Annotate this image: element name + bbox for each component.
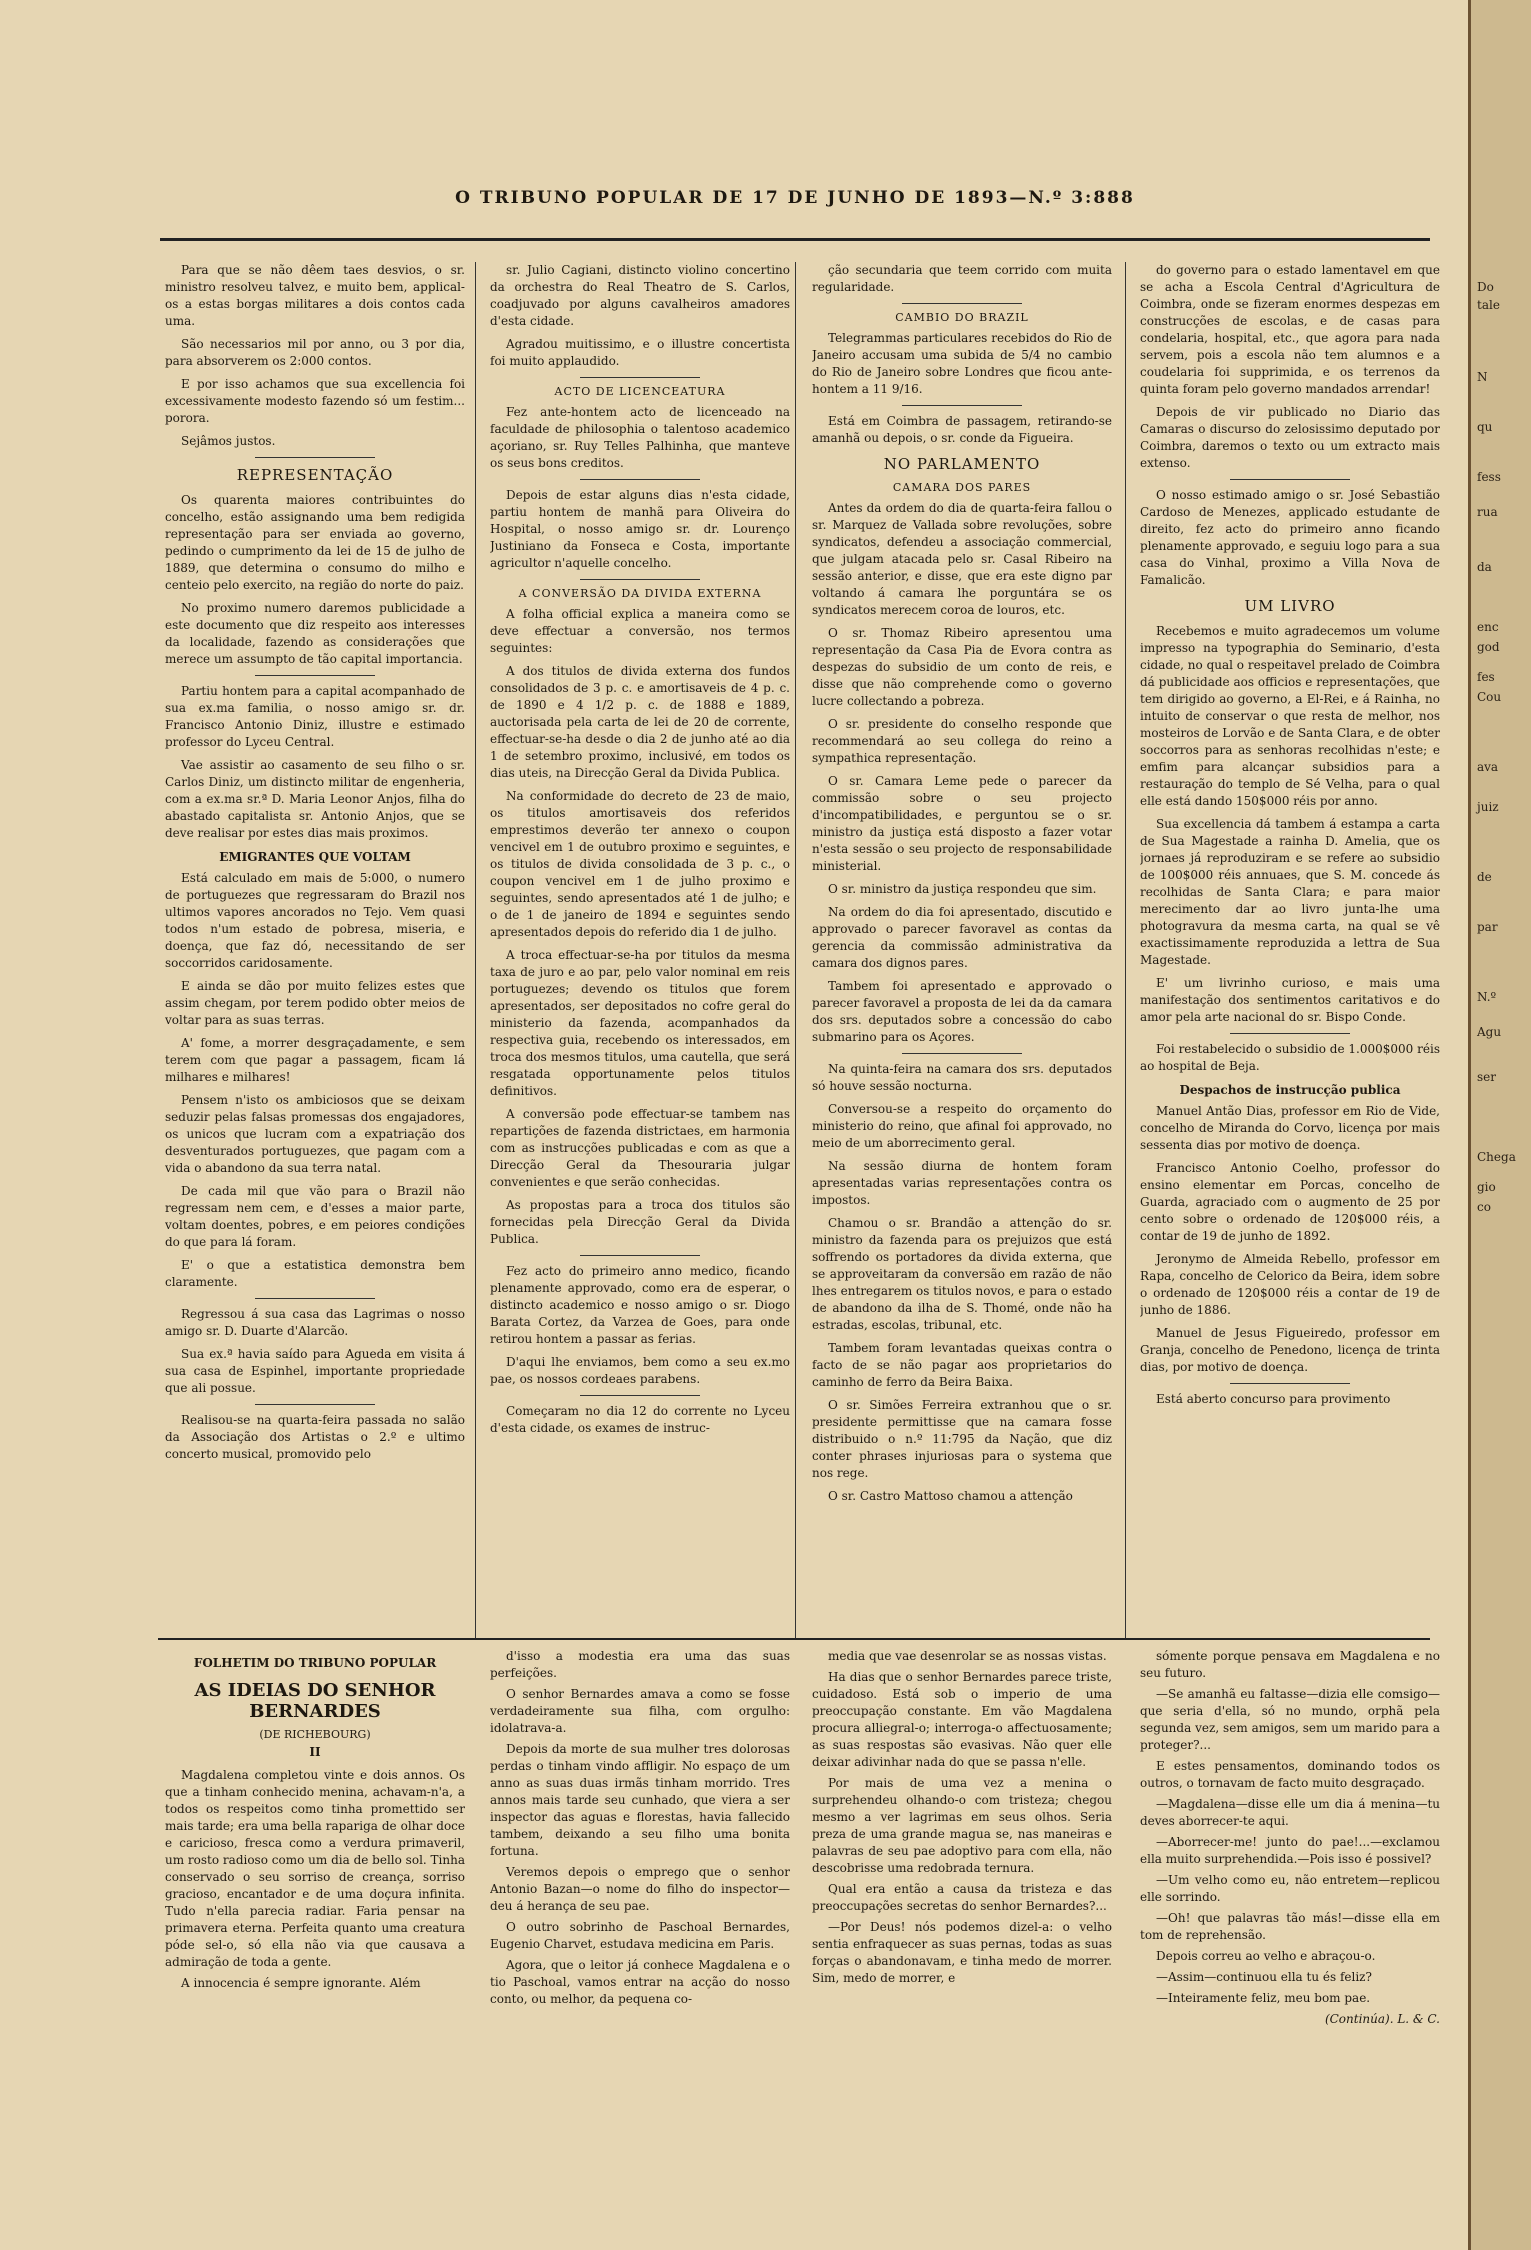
paragraph: O sr. Castro Mattoso chamou a attenção	[828, 1489, 1073, 1503]
edge-fragment: ava	[1477, 760, 1499, 774]
folhetim-chapter: II	[309, 1745, 321, 1759]
folhetim-column-1	[165, 1648, 465, 2068]
folhetim-author: (DE RICHEBOURG)	[259, 1728, 371, 1741]
heading-despachos: Despachos de instrucção publica	[1179, 1083, 1401, 1097]
paragraph: Manuel Antão Dias, professor em Rio de Vide, concelho de Miranda do Corvo, licença por mais sessenta dias por motivo de doença.	[1140, 1104, 1440, 1152]
paragraph: No proximo numero daremos publicidade a este documento que diz respeito aos interesses da localidade, fazendo as considerações que merece um assumpto de tão capital importancia.	[165, 601, 465, 666]
paragraph: Veremos depois o emprego que o senhor Antonio Bazan—o nome do filho do inspector—deu á herança de seu pae.	[490, 1865, 790, 1913]
folhetim-column-3	[812, 1648, 1112, 2068]
paragraph: —Magdalena—disse elle um dia á menina—tu deves aborrecer-te aqui.	[1140, 1797, 1440, 1828]
paragraph: Os quarenta maiores contribuintes do concelho, estão assignando uma bem redigida representação para ser enviada ao governo, pedindo o cumprimento da lei de 15 de julho de 1889, que determina o consumo do milho e centeio pelo exercito, na região do norte do paiz.	[165, 493, 465, 592]
edge-fragment: fess	[1477, 470, 1501, 484]
paragraph: O sr. Simões Ferreira extranhou que o sr. presidente permittisse que na camara fosse distribuido o n.º 11:795 da Nação, que diz conter phrases injuriosas para o systema que nos rege.	[812, 1398, 1112, 1480]
paragraph: D'aqui lhe enviamos, bem como a seu ex.mo pae, os nossos cordeaes parabens.	[490, 1355, 790, 1386]
paragraph: Começaram no dia 12 do corrente no Lyceu d'esta cidade, os exames de instruc-	[490, 1404, 790, 1435]
edge-fragment: tale	[1477, 298, 1500, 312]
paragraph: Depois de vir publicado no Diario das Camaras o discurso do zelosissimo deputado por Coimbra, daremos o texto ou um extracto mais extenso.	[1140, 405, 1440, 470]
paragraph: d'isso a modestia era uma das suas perfeições.	[490, 1649, 790, 1680]
column-rule	[1125, 262, 1126, 1638]
paragraph: A conversão pode effectuar-se tambem nas repartições de fazenda districtaes, em harmonia com as instrucções publicadas e com as que a Direcção Geral da Thesouraria julgar convenientes e que serão conhecidas.	[490, 1107, 790, 1189]
paragraph: Magdalena completou vinte e dois annos. Os que a tinham conhecido menina, achavam-n'a, a todos os respeitos como tinha promettido ser mais tarde; era uma bella rapariga de olhar doce e caricioso, fresca como a verdura primaveril, um rosto radioso como um dia de bello sol. Tinha conservado o seu sorriso de creança, sorriso gracioso, encantador e de uma doçura infinita. Tudo n'ella parecia radiar. Faria pensar na primavera eterna. Perfeita quanto uma creatura póde sel-o, só ella não via que causava a admiração de toda a gente.	[165, 1768, 465, 1969]
paragraph: O outro sobrinho de Paschoal Bernardes, Eugenio Charvet, estudava medicina em Paris.	[490, 1920, 790, 1951]
edge-fragment: rua	[1477, 505, 1498, 519]
paragraph: Partiu hontem para a capital acompanhado de sua ex.ma familia, o nosso amigo sr. dr. Francisco Antonio Diniz, illustre e estimado professor do Lyceu Central.	[165, 684, 465, 749]
edge-fragment: co	[1477, 1200, 1491, 1214]
paragraph: —Aborrecer-me! junto do pae!...—exclamou ella muito surprehendida.—Pois isso é possivel?	[1140, 1835, 1440, 1866]
paragraph: do governo para o estado lamentavel em que se acha a Escola Central d'Agricultura de Coimbra, onde se fizeram enormes despezas em construcções de escolas, e de casas para condelaria, hospital, etc., que agora para nada servem, pois a escola não tem alumnos e a coudelaria foi supprimida, e os terrenos da quinta foram pelo governo mandados arrendar!	[1140, 263, 1440, 396]
divider	[255, 1404, 375, 1405]
paragraph: —Um velho como eu, não entretem—replicou elle sorrindo.	[1140, 1873, 1440, 1904]
paragraph: E' um livrinho curioso, e mais uma manifestação dos sentimentos caritativos e do amor pela arte nacional do sr. Bispo Conde.	[1140, 976, 1440, 1024]
paragraph: media que vae desenrolar se as nossas vistas.	[828, 1649, 1107, 1663]
paragraph: Fez acto do primeiro anno medico, ficando plenamente approvado, como era de esperar, o distincto academico e nosso amigo o sr. Diogo Barata Cortez, da Varzea de Goes, para onde retirou hontem a passar as ferias.	[490, 1264, 790, 1346]
heading-um-livro: UM LIVRO	[1244, 597, 1336, 615]
divider	[580, 377, 700, 378]
folhetim-rule	[158, 1638, 1430, 1640]
paragraph: E por isso achamos que sua excellencia foi excessivamente modesto fazendo só um festim... porora.	[165, 377, 465, 425]
paragraph: —Assim—continuou ella tu és feliz?	[1156, 1970, 1372, 1984]
paragraph: A troca effectuar-se-ha por titulos da mesma taxa de juro e ao par, pelo valor nominal em reis portuguezes; devendo os titulos que forem apresentados, ser depositados no cofre geral do ministerio da fazenda, acompanhados da respectiva guia, recebendo os interessados, em troca dos mesmos titulos, uma cautella, que será resgatada opportunamente pelos titulos definitivos.	[490, 948, 790, 1098]
folhetim-heading: FOLHETIM DO TRIBUNO POPULAR	[193, 1656, 437, 1670]
heading-emigrantes: EMIGRANTES QUE VOLTAM	[219, 850, 411, 864]
divider	[580, 1395, 700, 1396]
divider	[255, 675, 375, 676]
edge-fragment: qu	[1477, 420, 1493, 434]
paragraph: —Por Deus! nós podemos dizel-a: o velho sentia enfraquecer as suas pernas, todas as suas forças o abandonavam, e tinha medo de morrer. Sim, medo de morrer, e	[812, 1920, 1112, 1985]
divider	[580, 579, 700, 580]
paragraph: Sua excellencia dá tambem á estampa a carta de Sua Magestade a rainha D. Amelia, que os jornaes já reproduziram e se refere ao subsidio de 100$000 réis annuaes, que S. M. concede ás recolhidas de Santa Clara; e para maior merecimento dar ao livro junta-lhe uma photogravura da mesma carta, na qual se vê exactissimamente reproduzida a lettra de Sua Magestade.	[1140, 817, 1440, 967]
edge-fragment: N.º	[1477, 990, 1497, 1004]
edge-fragment: ser	[1477, 1070, 1496, 1084]
divider	[255, 1298, 375, 1299]
divider	[580, 1255, 700, 1256]
paragraph: O senhor Bernardes amava a como se fosse verdadeiramente sua filha, com orgulho: idolatrava-a.	[490, 1687, 790, 1735]
paragraph: Fez ante-hontem acto de licenceado na faculdade de philosophia o talentoso academico açoriano, sr. Ruy Telles Palhinha, que manteve os seus bons creditos.	[490, 405, 790, 470]
column-rule	[475, 262, 476, 1638]
divider	[902, 303, 1022, 304]
paragraph: Vae assistir ao casamento de seu filho o sr. Carlos Diniz, um distincto militar de engenheria, com a ex.ma sr.ª D. Maria Leonor Anjos, filha do abastado capitalista sr. Antonio Anjos, que se deve realisar por estes dias mais proximos.	[165, 758, 465, 840]
folhetim-title: AS IDEIAS DO SENHOR BERNARDES	[194, 1680, 436, 1722]
column-1	[165, 262, 465, 1630]
edge-fragment: Do	[1477, 280, 1494, 294]
paragraph: O sr. ministro da justiça respondeu que sim.	[828, 882, 1097, 896]
paragraph: Tambem foi apresentado e approvado o parecer favoravel a proposta de lei da da camara dos srs. deputados sobre a concessão do cabo submarino para os Açores.	[812, 979, 1112, 1044]
paragraph: A dos titulos de divida externa dos fundos consolidados de 3 p. c. e amortisaveis de 4 p. c. de 1890 e 4 1/2 p. c. de 1888 e 1889, auctorisada pela carta de lei de 20 de corrente, effectuar-se-ha desde o dia 2 de junho até ao dia 1 de setembro proximo, inclusivé, em todos os dias uteis, na Direcção Geral da Divida Publica.	[490, 664, 790, 780]
folhetim-signature: (Continúa). L. & C.	[1324, 2012, 1440, 2026]
paragraph: E estes pensamentos, dominando todos os outros, o tornavam de facto muito desgraçado.	[1140, 1759, 1440, 1790]
paragraph: A folha official explica a maneira como se deve effectuar a conversão, nos termos seguintes:	[490, 607, 790, 655]
edge-fragment: gio	[1477, 1180, 1496, 1194]
column-4	[1140, 262, 1440, 1630]
paragraph: Recebemos e muito agradecemos um volume impresso na typographia do Seminario, d'esta cidade, no qual o respeitavel prelado de Coimbra dá publicidade aos officios e representações, que tem dirigido ao governo, a El-Rei, e á Rainha, no intuito de conservar o que resta de melhor, nos mosteiros de Lorvão e de Santa Clara, e de obter soccorros para as senhoras recolhidas n'este; e emfim para alcançar subsidios para a restauração do templo de Sé Velha, para o qual elle está dando 150$000 réis por anno.	[1140, 624, 1440, 808]
paragraph: O nosso estimado amigo o sr. José Sebastião Cardoso de Menezes, applicado estudante de direito, fez acto do primeiro anno ficando plenamente approvado, e seguiu logo para a sua casa do Vinhal, proximo a Villa Nova de Famalicão.	[1140, 488, 1440, 587]
masthead-rule	[160, 238, 1430, 241]
divider	[255, 457, 375, 458]
edge-fragment: Cou	[1477, 690, 1502, 704]
folhetim-column-2	[490, 1648, 790, 2068]
paragraph: O sr. Camara Leme pede o parecer da commissão sobre o seu projecto d'incompatibilidades, e perguntou se o sr. ministro da justiça está disposto a fazer votar n'esta sessão o seu projecto de responsabilidade ministerial.	[812, 774, 1112, 873]
heading-conversao: A CONVERSÃO DA DIVIDA EXTERNA	[518, 587, 762, 600]
next-page-edge	[1468, 0, 1531, 2250]
paragraph: Agradou muitissimo, e o illustre concertista foi muito applaudido.	[490, 337, 790, 368]
heading-camara-pares: CAMARA DOS PARES	[892, 481, 1032, 494]
masthead: O TRIBUNO POPULAR DE 17 DE JUNHO DE 1893—N.º 3:888	[455, 188, 1135, 208]
folhetim-column-4	[1140, 1648, 1440, 2068]
heading-representacao: REPRESENTAÇÃO	[236, 466, 394, 484]
edge-fragment: Chega	[1477, 1150, 1516, 1164]
paragraph: Pensem n'isto os ambiciosos que se deixam seduzir pelas falsas promessas dos engajadores, os unicos que lucram com a expatriação dos desventurados portuguezes, que pagam com a vida o abandono da sua terra natal.	[165, 1093, 465, 1175]
heading-acto-licenceatura: ACTO DE LICENCEATURA	[554, 385, 726, 398]
paragraph: Foi restabelecido o subsidio de 1.000$000 réis ao hospital de Beja.	[1140, 1042, 1440, 1073]
paragraph: Chamou o sr. Brandão a attenção do sr. ministro da fazenda para os prejuizos que está soffrendo os portadores da divida externa, que se approveitaram da conversão em razão de não lhes entregarem os titulos novos, e para o estado de abandono da ilha de S. Thomé, onde não ha estradas, escolas, tribunal, etc.	[812, 1216, 1112, 1332]
paragraph: sómente porque pensava em Magdalena e no seu futuro.	[1140, 1649, 1440, 1680]
paragraph: —Inteiramente feliz, meu bom pae.	[1156, 1991, 1371, 2005]
divider	[902, 1053, 1022, 1054]
edge-fragment: N	[1477, 370, 1488, 384]
column-rule	[795, 262, 796, 1638]
paragraph: —Se amanhã eu faltasse—dizia elle comsigo—que seria d'ella, só no mundo, orphã pela segunda vez, sem amigos, sem um marido para a proteger?...	[1140, 1687, 1440, 1752]
paragraph: Tambem foram levantadas queixas contra o facto de se não pagar aos proprietarios do caminho de ferro da Beira Baixa.	[812, 1341, 1112, 1389]
paragraph: Francisco Antonio Coelho, professor do ensino elementar em Porcas, concelho de Guarda, agraciado com o augmento de 25 por cento sobre o ordenado de 120$000 réis, a contar de 19 de junho de 1892.	[1140, 1161, 1440, 1243]
paragraph: E' o que a estatistica demonstra bem claramente.	[165, 1258, 465, 1289]
paragraph: sr. Julio Cagiani, distincto violino concertino da orchestra do Real Theatro de S. Carlos, coadjuvado por alguns cavalheiros amadores d'esta cidade.	[490, 263, 790, 328]
divider	[1230, 1033, 1350, 1034]
paragraph: Na ordem do dia foi apresentado, discutido e approvado o parecer favoravel as contas da gerencia da commissão administrativa da camara dos dignos pares.	[812, 905, 1112, 970]
paragraph: São necessarios mil por anno, ou 3 por dia, para absorverem os 2:000 contos.	[165, 337, 465, 368]
edge-fragment: fes	[1477, 670, 1495, 684]
paragraph: Jeronymo de Almeida Rebello, professor em Rapa, concelho de Celorico da Beira, idem sobre o ordenado de 120$000 réis a contar de 19 de junho de 1886.	[1140, 1252, 1440, 1317]
paragraph: As propostas para a troca dos titulos são fornecidas pela Direcção Geral da Divida Publica.	[490, 1198, 790, 1246]
paragraph: Sua ex.ª havia saído para Agueda em visita á sua casa de Espinhel, importante propriedade que ali possue.	[165, 1347, 465, 1395]
column-3	[812, 262, 1112, 1630]
divider	[1230, 1383, 1350, 1384]
paragraph: —Oh! que palavras tão más!—disse ella em tom de reprehensão.	[1140, 1911, 1440, 1942]
edge-fragment: par	[1477, 920, 1498, 934]
paragraph: Depois da morte de sua mulher tres dolorosas perdas o tinham vindo affligir. No espaço de um anno as suas duas irmãs tinham morrido. Tres annos mais tarde seu cunhado, que viera a ser inspector das aguas e florestas, havia fallecido tambem, deixando a seu filho uma bonita fortuna.	[490, 1742, 790, 1858]
divider	[902, 405, 1022, 406]
heading-cambio: CAMBIO DO BRAZIL	[895, 311, 1029, 324]
edge-fragment: de	[1477, 870, 1492, 884]
paragraph: Depois de estar alguns dias n'esta cidade, partiu hontem de manhã para Oliveira do Hospital, o nosso amigo sr. dr. Lourenço Justiniano da Fonseca e Costa, importante agricultor n'aquelle concelho.	[490, 488, 790, 570]
paragraph: Depois correu ao velho e abraçou-o.	[1156, 1949, 1376, 1963]
column-2	[490, 262, 790, 1630]
paragraph: Está aberto concurso para provimento	[1156, 1392, 1391, 1406]
edge-fragment: juiz	[1477, 800, 1499, 814]
paragraph: Agora, que o leitor já conhece Magdalena e o tio Paschoal, vamos entrar na acção do nosso conto, ou melhor, da pequena co-	[490, 1958, 790, 2006]
divider	[580, 479, 700, 480]
paragraph: Telegrammas particulares recebidos do Rio de Janeiro accusam uma subida de 5/4 no cambio do Rio de Janeiro sobre Londres que ficou ante-hontem a 11 9/16.	[812, 331, 1112, 396]
paragraph: A' fome, a morrer desgraçadamente, e sem terem com que pagar a passagem, ficam lá milhares e milhares!	[165, 1036, 465, 1084]
paragraph: Manuel de Jesus Figueiredo, professor em Granja, concelho de Penedono, licença de trinta dias, por motivo de doença.	[1140, 1326, 1440, 1374]
paragraph: Conversou-se a respeito do orçamento do ministerio do reino, que afinal foi approvado, no meio de um aborrecimento geral.	[812, 1102, 1112, 1150]
divider	[1230, 479, 1350, 480]
edge-fragment: god	[1477, 640, 1500, 654]
paragraph: Ha dias que o senhor Bernardes parece triste, cuidadoso. Está sob o imperio de uma preoccupação constante. Em vão Magdalena procura alliegral-o; interroga-o affectuosamente; as suas respostas são evasivas. Não quer elle deixar adivinhar nada do que se passa n'elle.	[812, 1670, 1112, 1769]
paragraph: De cada mil que vão para o Brazil não regressam nem cem, e d'esses a maior parte, voltam doentes, pobres, e em peiores condições do que para lá foram.	[165, 1184, 465, 1249]
paragraph: Regressou á sua casa das Lagrimas o nosso amigo sr. D. Duarte d'Alarcão.	[165, 1307, 465, 1338]
paragraph: Na quinta-feira na camara dos srs. deputados só houve sessão nocturna.	[812, 1062, 1112, 1093]
paragraph: Para que se não dêem taes desvios, o sr. ministro resolveu talvez, e muito bem, applical-os a estas borgas militares a dois contos cada uma.	[165, 263, 465, 328]
edge-fragment: da	[1477, 560, 1492, 574]
paragraph: E ainda se dão por muito felizes estes que assim chegam, por terem podido obter meios de voltar para as suas terras.	[165, 979, 465, 1027]
paragraph: O sr. presidente do conselho responde que recommendará ao seu collega do reino a sympathica representação.	[812, 717, 1112, 765]
paragraph: Na conformidade do decreto de 23 de maio, os titulos amortisaveis dos referidos emprestimos deverão ter annexo o coupon vencivel em 1 de outubro proximo e seguintes, e os titulos de divida consolidada de 3 p. c., o coupon vencivel em 1 de julho proximo e seguintes, sendo apresentados até 1 de julho; e o de 1 de janeiro de 1894 e seguintes sendo apresentados depois do referido dia 1 de julho.	[490, 789, 790, 939]
heading-parlamento: NO PARLAMENTO	[883, 455, 1041, 473]
paragraph: Qual era então a causa da tristeza e das preoccupações secretas do senhor Bernardes?...	[812, 1882, 1112, 1913]
paragraph: Antes da ordem do dia de quarta-feira fallou o sr. Marquez de Vallada sobre revoluções, sobre syndicatos, defendeu a associação commercial, que julgam atacada pelo sr. Casal Ribeiro na sessão anterior, e disse, que era este digno par voltando á camara lhe porguntára se os syndicatos merecem coroa de louros, etc.	[812, 501, 1112, 617]
paragraph: Está calculado em mais de 5:000, o numero de portuguezes que regressaram do Brazil nos ultimos vapores ancorados no Tejo. Vem quasi todos n'um estado de pobresa, miseria, e doença, que faz dó, necessitando de ser soccorridos caridosamente.	[165, 871, 465, 970]
paragraph: Sejâmos justos.	[181, 434, 276, 448]
edge-fragment: Agu	[1477, 1025, 1502, 1039]
paragraph: Realisou-se na quarta-feira passada no salão da Associação dos Artistas o 2.º e ultimo concerto musical, promovido pelo	[165, 1413, 465, 1461]
paragraph: Na sessão diurna de hontem foram apresentadas varias representações contra os impostos.	[812, 1159, 1112, 1207]
paragraph: Está em Coimbra de passagem, retirando-se amanhã ou depois, o sr. conde da Figueira.	[812, 414, 1112, 445]
paragraph: Por mais de uma vez a menina o surprehendeu olhando-o com tristeza; chegou mesmo a ver lagrimas em seus olhos. Seria preza de uma grande magua se, nas maneiras e palavras de seu pae adoptivo para com ella, não descobrisse uma redobrada ternura.	[812, 1776, 1112, 1875]
paragraph: ção secundaria que teem corrido com muita regularidade.	[812, 263, 1112, 294]
paragraph: O sr. Thomaz Ribeiro apresentou uma representação da Casa Pia de Evora contra as despezas do subsidio de um conto de reis, e disse que não comprehende como o governo lucre collectando a pobreza.	[812, 626, 1112, 708]
paragraph: A innocencia é sempre ignorante. Além	[181, 1976, 421, 1990]
edge-fragment: enc	[1477, 620, 1499, 634]
